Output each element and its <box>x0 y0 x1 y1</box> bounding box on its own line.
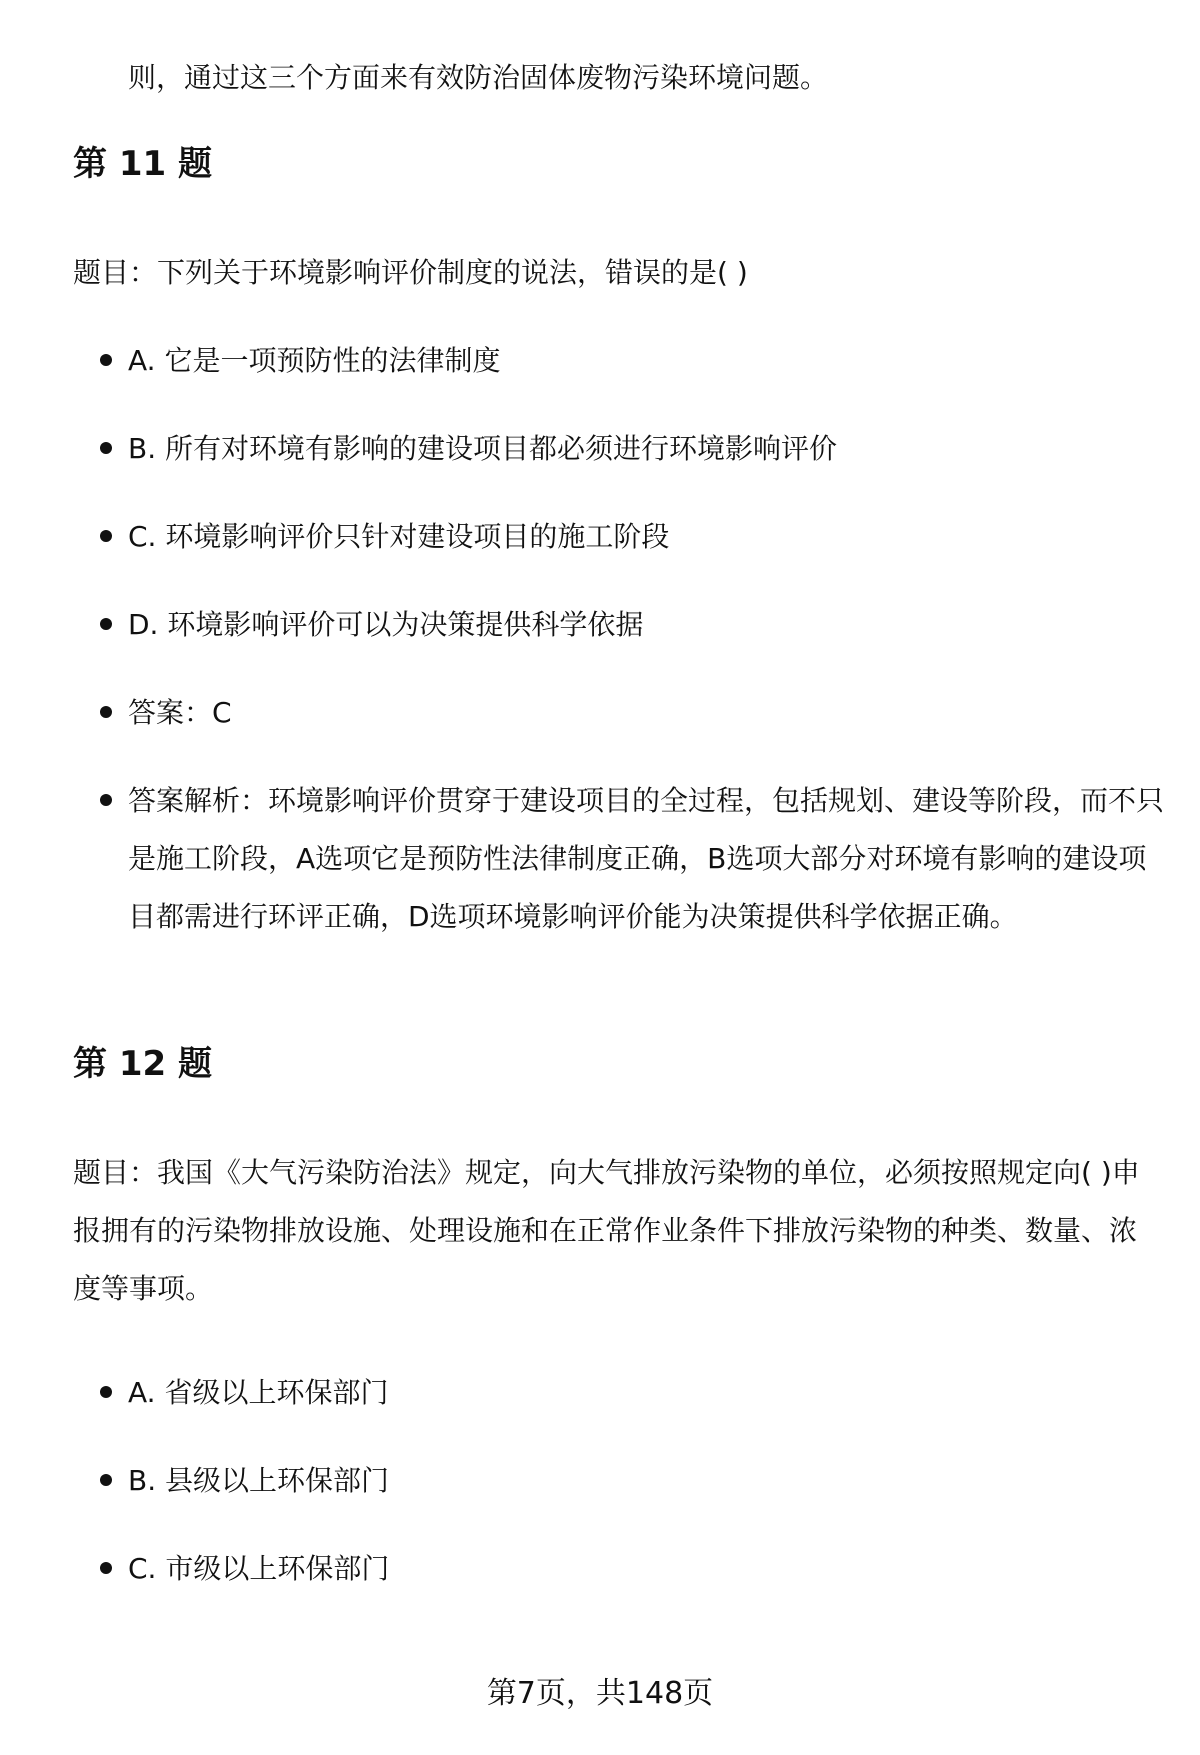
page-indicator: 第7页，共148页 <box>486 1676 714 1711</box>
bullet-icon <box>100 1562 112 1574</box>
option-text: A. 它是一项预防性的法律制度 <box>128 344 501 377</box>
question-12-option-b <box>128 1452 1168 1510</box>
bullet-icon <box>100 1474 112 1486</box>
question-11-stem: 题目：下列关于环境影响评价制度的说法，错误的是( ) <box>73 256 748 289</box>
bullet-icon <box>100 442 112 454</box>
option-text: D. 环境影响评价可以为决策提供科学依据 <box>128 608 644 641</box>
question-12-stem: 题目：我国《大气污染防治法》规定，向大气排放污染物的单位，必须按照规定向( )申报拥有的污染物排放设施、处理设施和在正常作业条件下排放污染物的种类、数量、浓度等事项。 <box>73 1156 1140 1305</box>
explanation-text: 答案解析：环境影响评价贯穿于建设项目的全过程，包括规划、建设等阶段，而不只是施工阶段，A选项它是预防性法律制度正确，B选项大部分对环境有影响的建设项目都需进行环评正确，D选项环境影响评价能为决策提供科学依据正确。 <box>128 784 1165 933</box>
question-11-answer <box>128 684 1168 742</box>
bullet-icon <box>100 706 112 718</box>
question-12-option-c <box>128 1540 1168 1598</box>
question-11-option-a <box>128 332 1168 390</box>
bullet-icon <box>100 530 112 542</box>
answer-text: 答案：C <box>128 696 232 729</box>
option-text: C. 环境影响评价只针对建设项目的施工阶段 <box>128 520 670 553</box>
option-text: A. 省级以上环保部门 <box>128 1376 389 1409</box>
option-text: B. 所有对环境有影响的建设项目都必须进行环境影响评价 <box>128 432 838 465</box>
bullet-icon <box>100 1386 112 1398</box>
question-11-option-d <box>128 596 1168 654</box>
option-text: C. 市级以上环保部门 <box>128 1552 390 1585</box>
question-11-explanation <box>128 772 1168 946</box>
question-12-heading: 第 12 题 <box>73 1044 212 1084</box>
question-11-option-c <box>128 508 1168 566</box>
question-12-option-a <box>128 1364 1168 1422</box>
bullet-icon <box>100 354 112 366</box>
bullet-icon <box>100 618 112 630</box>
intro-continuation-text: 则，通过这三个方面来有效防治固体废物污染环境问题。 <box>128 61 829 94</box>
option-text: B. 县级以上环保部门 <box>128 1464 390 1497</box>
question-11-heading: 第 11 题 <box>73 144 212 184</box>
question-11-option-b <box>128 420 1168 478</box>
bullet-icon <box>100 794 112 806</box>
